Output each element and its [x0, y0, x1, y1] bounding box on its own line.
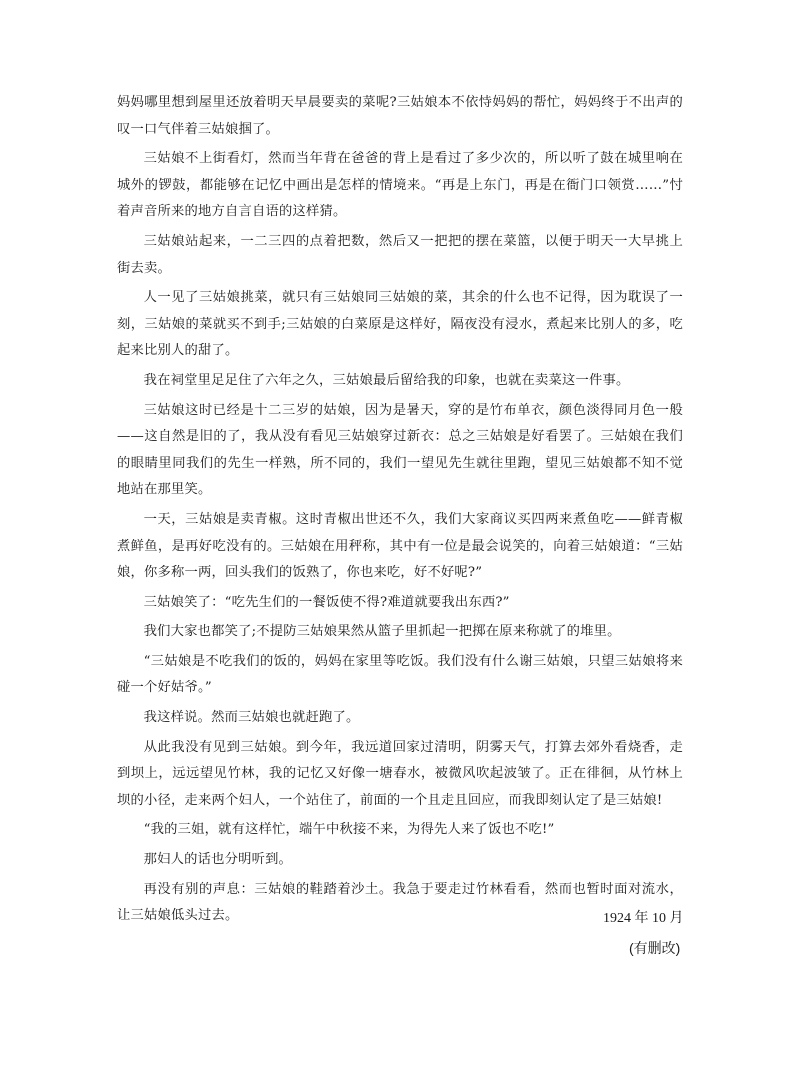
- paragraph: “我的三姐，就有这样忙，端午中秋接不来，为得先人来了饭也不吃!”: [143, 822, 555, 838]
- paragraph: “三姑娘是不吃我们的饭的，妈妈在家里等吃饭。我们没有什么谢三姑娘，只望三姑娘将来碰一个好姑爷。”: [117, 653, 683, 696]
- paragraph: 那妇人的话也分明听到。: [143, 852, 293, 868]
- paragraph: 从此我没有见到三姑娘。到今年，我远道回家过清明，阴雾天气，打算去郊外看烧香，走到坝上，远远望见竹林，我的记忆又好像一塘春水，被微风吹起波皱了。正在徘徊，从竹林上坝的小径，走来两个妇人，一个站住了，前面的一个且走且回应，而我即刻认定了是三姑娘!: [117, 739, 683, 808]
- paragraph: 三姑娘笑了：“吃先生们的一餐饭使不得?难道就要我出东西?”: [143, 594, 510, 610]
- paragraph: 三姑娘不上街看灯，然而当年背在爸爸的背上是看过了多少次的，所以听了鼓在城里响在城外的锣鼓，都能够在记忆中画出是怎样的情境来。“再是上东门，再是在衙门口领赏……”忖着声音所来的地方自言自语的这样猜。: [117, 151, 683, 220]
- paragraph: 我们大家也都笑了;不提防三姑娘果然从篮子里抓起一把掷在原来称就了的堆里。: [143, 624, 621, 640]
- paragraph: 妈妈哪里想到屋里还放着明天早晨要卖的菜呢?三姑娘本不依恃妈妈的帮忙，妈妈终于不出声的叹一口气伴着三姑娘掴了。: [117, 95, 683, 137]
- paragraph: 人一见了三姑娘挑菜，就只有三姑娘同三姑娘的菜，其余的什么也不记得，因为耽误了一刻，三姑娘的菜就买不到手;三姑娘的白菜原是这样好，隔夜没有浸水，煮起来比别人的多，吃起来比别人的甜了。: [117, 290, 683, 359]
- paragraph: 三姑娘站起来，一二三四的点着把数，然后又一把把的摆在菜篮，以便于明天一大早挑上街去卖。: [117, 233, 683, 276]
- publication-date: 1924 年 10 月: [603, 911, 684, 926]
- edit-note: (有删改): [629, 940, 681, 956]
- paragraph: 再没有别的声息：三姑娘的鞋踏着沙土。我急于要走过竹林看看，然而也暂时面对流水，让三姑娘低头过去。: [117, 881, 683, 924]
- paragraph: 三姑娘这时已经是十二三岁的姑娘，因为是暑天，穿的是竹布单衣，颜色淡得同月色一般——这自然是旧的了，我从没有看见三姑娘穿过新衣：总之三姑娘是好看罢了。三姑娘在我们的眼睛里同我们的先生一样熟，所不同的，我们一望见先生就往里跑，望见三姑娘都不知不觉地站在那里笑。: [117, 402, 683, 498]
- paragraph: 我在祠堂里足足住了六年之久，三姑娘最后留给我的印象，也就在卖菜这一件事。: [143, 372, 630, 388]
- paragraph: 一天，三姑娘是卖青椒。这时青椒出世还不久，我们大家商议买四两来煮鱼吃——鲜青椒煮鲜鱼，是再好吃没有的。三姑娘在用秤称，其中有一位是最会说笑的，向着三姑娘道：“三姑娘，你多称一两，回头我们的饭熟了，你也来吃，好不好呢?”: [117, 511, 683, 581]
- paragraph: 我这样说。然而三姑娘也就赶跑了。: [143, 710, 360, 726]
- article-body: [117, 90, 683, 933]
